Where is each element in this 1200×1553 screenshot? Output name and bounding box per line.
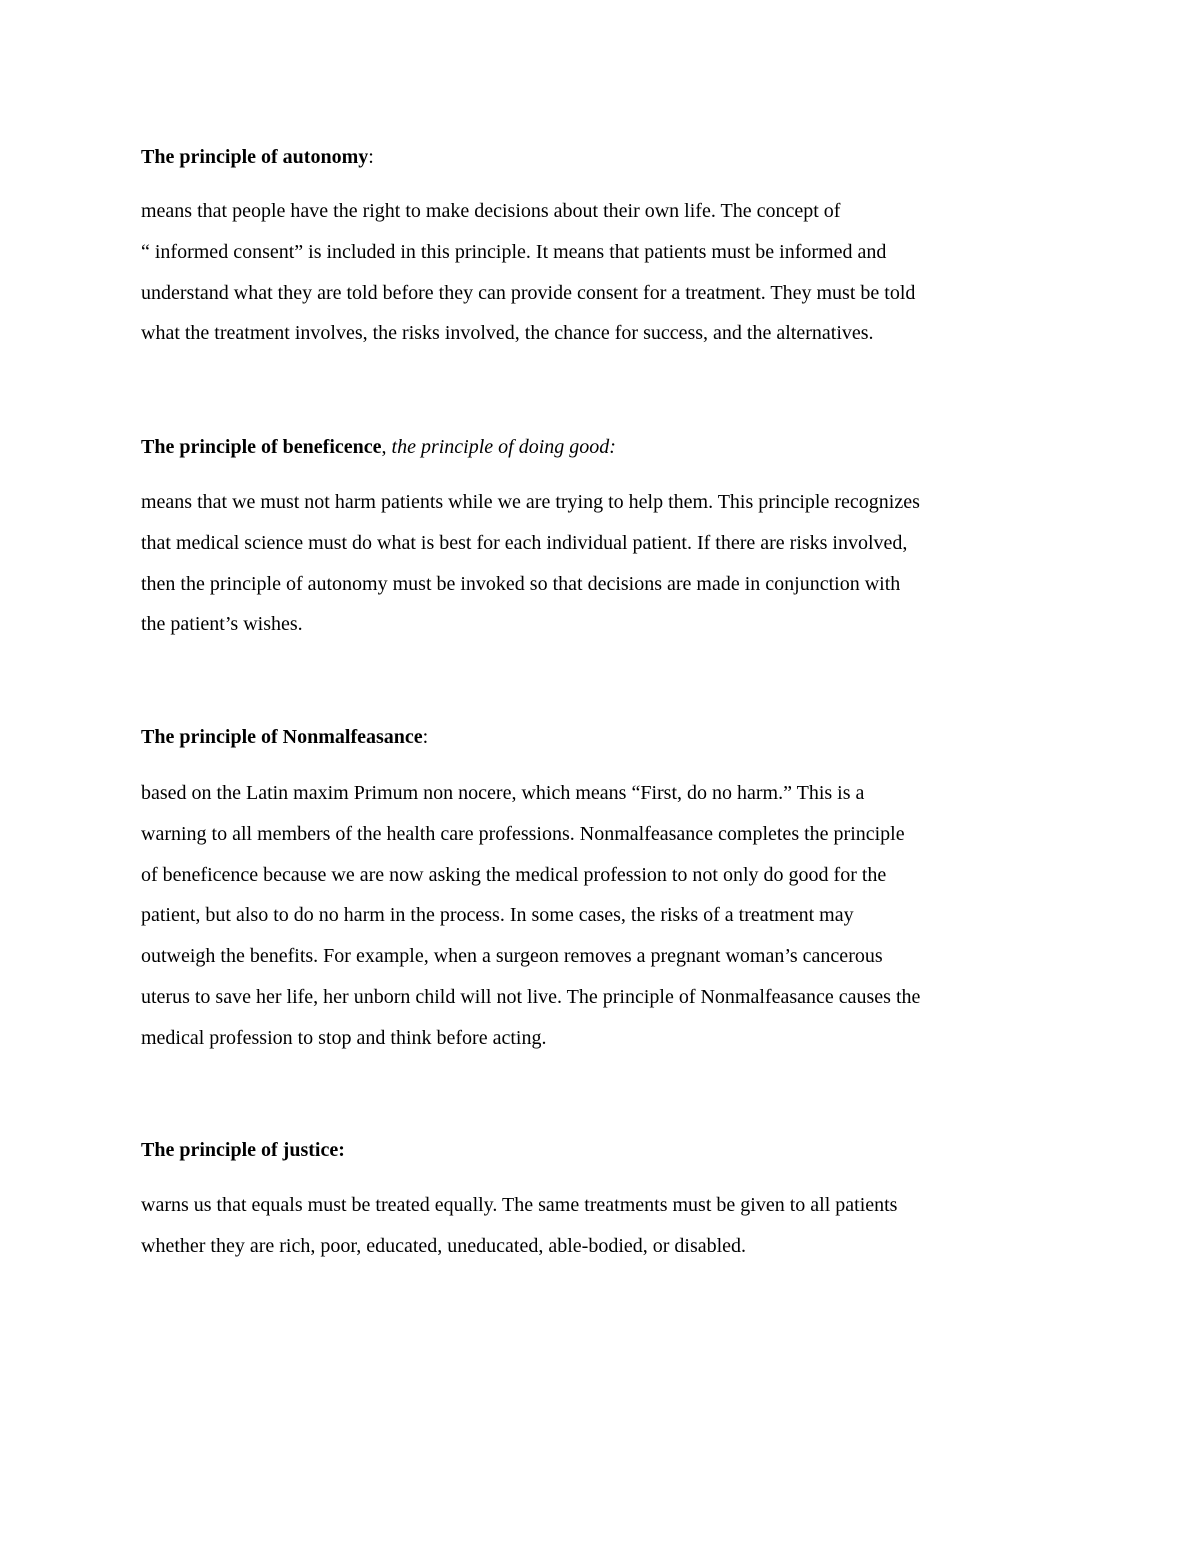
paragraph-line: warning to all members of the health care professions. Nonmalfeasance completes the principle <box>141 822 905 845</box>
paragraph-justice <box>141 1185 1076 1267</box>
paragraph-line: whether they are rich, poor, educated, uneducated, able-bodied, or disabled. <box>141 1234 747 1257</box>
paragraph-line: then the principle of autonomy must be invoked so that decisions are made in conjunction with <box>141 572 901 595</box>
heading-nonmalfeasance <box>141 725 428 749</box>
paragraph-line: of beneficence because we are now asking the medical profession to not only do good for the <box>141 863 887 886</box>
heading-justice-bold: The principle of justice: <box>141 1139 345 1161</box>
heading-nonmalfeasance-bold: The principle of Nonmalfeasance <box>141 726 423 748</box>
paragraph-line: “ informed consent” is included in this principle. It means that patients must be informed and <box>141 240 887 263</box>
paragraph-line: patient, but also to do no harm in the process. In some cases, the risks of a treatment may <box>141 904 854 927</box>
paragraph-line: means that we must not harm patients while we are trying to help them. This principle recognizes <box>141 491 920 513</box>
paragraph-line: the patient’s wishes. <box>141 613 303 636</box>
heading-nonmalfeasance-punct: : <box>422 726 429 748</box>
paragraph-line: warns us that equals must be treated equally. The same treatments must be given to all patients <box>141 1194 898 1216</box>
paragraph-line: that medical science must do what is best for each individual patient. If there are risks involved, <box>141 531 908 554</box>
paragraph-line: outweigh the benefits. For example, when a surgeon removes a pregnant woman’s cancerous <box>141 945 883 968</box>
paragraph-beneficence <box>141 482 1076 645</box>
heading-justice <box>141 1138 345 1162</box>
paragraph-line: uterus to save her life, her unborn child will not live. The principle of Nonmalfeasance causes the <box>141 985 921 1008</box>
heading-autonomy <box>141 145 374 169</box>
paragraph-line: what the treatment involves, the risks involved, the chance for success, and the alternatives. <box>141 322 874 345</box>
paragraph-line: understand what they are told before they can provide consent for a treatment. They must be told <box>141 281 916 304</box>
heading-beneficence-bold: The principle of beneficence <box>141 436 382 458</box>
heading-autonomy-bold: The principle of autonomy <box>141 146 369 168</box>
heading-autonomy-punct: : <box>368 146 374 168</box>
heading-beneficence-italic: the principle of doing good: <box>391 436 616 458</box>
paragraph-line: medical profession to stop and think before acting. <box>141 1026 547 1049</box>
paragraph-line: means that people have the right to make decisions about their own life. The concept of <box>141 200 841 222</box>
heading-beneficence <box>141 435 616 459</box>
paragraph-nonmalfeasance <box>141 773 1076 1059</box>
paragraph-line: based on the Latin maxim Primum non nocere, which means “First, do no harm.” This is a <box>141 782 865 804</box>
paragraph-autonomy <box>141 191 1076 354</box>
heading-beneficence-punct: , <box>381 436 387 458</box>
